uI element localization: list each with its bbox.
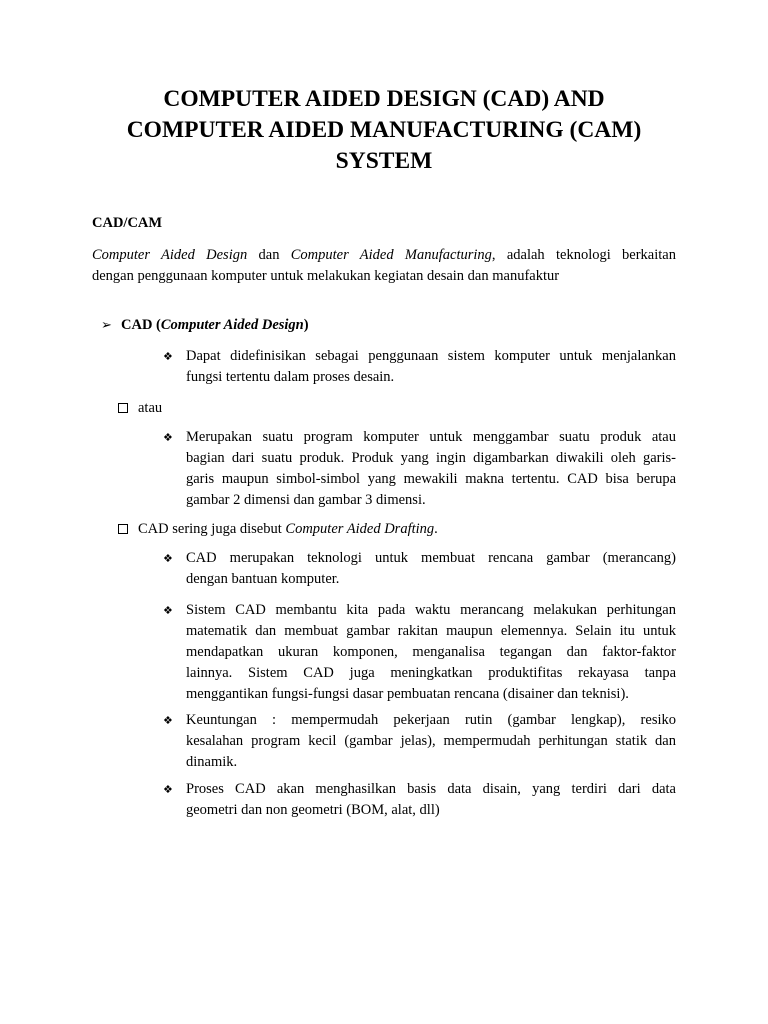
intro-term-cad: Computer Aided Design bbox=[92, 247, 248, 263]
bullet-5: Keuntungan : mempermudah pekerjaan rutin (gambar lengkap), resiko kesalahan program kecil (gambar jelas), mempermudah perhitungan statik dan dinamik. bbox=[186, 712, 676, 770]
intro-line-2: dengan penggunaan komputer untuk melakukan kegiatan desain dan manufaktur bbox=[92, 268, 560, 284]
hollow-square-bullet-icon bbox=[118, 403, 128, 413]
four-diamond-bullet-icon: ❖ bbox=[163, 604, 173, 617]
four-diamond-bullet-icon: ❖ bbox=[163, 714, 173, 727]
bullet-6: Proses CAD akan menghasilkan basis data disain, yang terdiri dari data geometri dan non geometri (BOM, alat, dll) bbox=[186, 781, 676, 818]
title-line-3: SYSTEM bbox=[335, 148, 433, 174]
document-title bbox=[90, 84, 678, 177]
title-line-1: COMPUTER AIDED DESIGN (CAD) AND bbox=[163, 86, 605, 112]
four-diamond-bullet-icon: ❖ bbox=[163, 783, 173, 796]
four-diamond-bullet-icon: ❖ bbox=[163, 552, 173, 565]
drafting-term: Computer Aided Drafting bbox=[285, 521, 435, 537]
cad-heading: CAD (Computer Aided Design) bbox=[121, 317, 309, 333]
bullet-2: Merupakan suatu program komputer untuk menggambar suatu produk atau bagian dari suatu produk. Produk yang ingin digambarkan diwakili oleh garis- garis maupun simbol-simbol yang mewakili makna tertentu. CAD bisa berupa gambar 2 dimensi dan gambar 3 dimensi. bbox=[186, 429, 676, 508]
bullet-1: Dapat didefinisikan sebagai penggunaan sistem komputer untuk menjalankan fungsi tertentu dalam proses desain. bbox=[186, 348, 676, 385]
section-heading: CAD/CAM bbox=[92, 215, 163, 231]
bullet-3: CAD merupakan teknologi untuk membuat rencana gambar (merancang) dengan bantuan komputer. bbox=[186, 550, 676, 587]
intro-term-cam: Computer Aided Manufacturing bbox=[290, 247, 492, 263]
intro-paragraph bbox=[92, 245, 676, 287]
intro-line-1: Computer Aided Design dan Computer Aided Manufacturing, adalah teknologi berkaitan bbox=[92, 247, 676, 263]
hollow-square-bullet-icon bbox=[118, 524, 128, 534]
cad-heading-term: Computer Aided Design bbox=[160, 317, 304, 333]
four-diamond-bullet-icon: ❖ bbox=[163, 431, 173, 444]
title-line-2: COMPUTER AIDED MANUFACTURING (CAM) bbox=[126, 117, 642, 143]
four-diamond-bullet-icon: ❖ bbox=[163, 350, 173, 363]
bullet-4: Sistem CAD membantu kita pada waktu merancang melakukan perhitungan matematik dan membuat gambar rakitan maupun elemennya. Selain itu untuk mendapatkan ukuran komponen, menganalisa tegangan dan faktor-faktor lainnya. Sistem CAD juga meningkatkan produktifitas rekayasa tanpa menggantikan fungsi-fungsi dasar pembuatan rencana (disainer dan teknisi). bbox=[186, 602, 676, 702]
box-item-atau: atau bbox=[138, 400, 163, 416]
arrowhead-bullet-icon: ➢ bbox=[101, 318, 112, 333]
box-item-drafting: CAD sering juga disebut Computer Aided Drafting. bbox=[138, 521, 438, 537]
